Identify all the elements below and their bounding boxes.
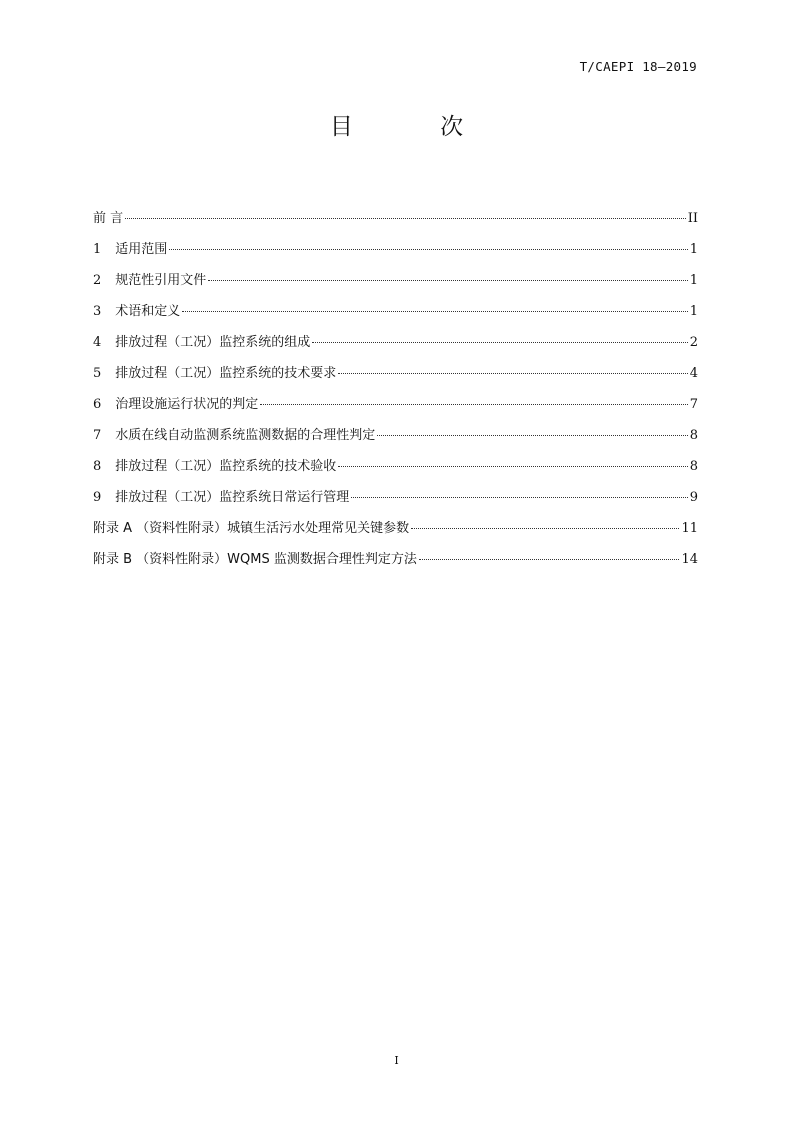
dot-leader <box>182 311 687 312</box>
toc-entry-number: 3 <box>93 304 102 319</box>
toc-entry-page: 1 <box>689 304 698 319</box>
dot-leader <box>419 559 680 560</box>
dot-leader <box>411 528 679 529</box>
toc-entry-label: 前 言 <box>93 211 124 226</box>
toc-entry-page: 8 <box>689 459 698 474</box>
toc-entry-page: 7 <box>689 397 698 412</box>
toc-entry-number: 4 <box>93 335 102 350</box>
dot-leader <box>208 280 687 281</box>
toc-entry-7[interactable] <box>93 424 698 455</box>
toc-entry-label: 规范性引用文件 <box>115 273 207 288</box>
toc-entry-2[interactable] <box>93 269 698 300</box>
toc-entry-label: 排放过程（工况）监控系统日常运行管理 <box>115 490 350 505</box>
toc-entry-number: 6 <box>93 397 102 412</box>
toc-entry-6[interactable] <box>93 393 698 424</box>
toc-entry-page: 14 <box>681 552 698 567</box>
dot-leader <box>312 342 687 343</box>
toc-entry-page: 2 <box>689 335 698 350</box>
toc-entry-page: 1 <box>689 242 698 257</box>
toc-entry-page: II <box>687 211 698 226</box>
toc-entry-9[interactable] <box>93 486 698 517</box>
toc-entry-number: 7 <box>93 428 102 443</box>
toc-entry-label: 水质在线自动监测系统监测数据的合理性判定 <box>115 428 376 443</box>
toc-entry-label: 排放过程（工况）监控系统的组成 <box>115 335 311 350</box>
toc-entry-page: 9 <box>689 490 698 505</box>
dot-leader <box>169 249 687 250</box>
toc-entry-label: 附录 A （资料性附录）城镇生活污水处理常见关键参数 <box>93 521 410 536</box>
toc-entry-number: 5 <box>93 366 102 381</box>
toc-entry-5[interactable] <box>93 362 698 393</box>
toc-entry-4[interactable] <box>93 331 698 362</box>
toc-entry-number: 9 <box>93 490 102 505</box>
dot-leader <box>351 497 687 498</box>
dot-leader <box>260 404 687 405</box>
toc-entry-3[interactable] <box>93 300 698 331</box>
dot-leader <box>125 218 686 219</box>
toc-entry-foreword[interactable] <box>93 207 698 238</box>
document-code: T/CAEPI 18—2019 <box>579 59 697 74</box>
toc-entry-label: 排放过程（工况）监控系统的技术验收 <box>115 459 337 474</box>
toc-entry-page: 8 <box>689 428 698 443</box>
dot-leader <box>338 373 687 374</box>
toc-entry-page: 11 <box>681 521 698 536</box>
toc-entry-number: 8 <box>93 459 102 474</box>
toc-entry-page: 1 <box>689 273 698 288</box>
dot-leader <box>377 435 687 436</box>
toc-entry-label: 治理设施运行状况的判定 <box>115 397 259 412</box>
toc-entry-number: 2 <box>93 273 102 288</box>
dot-leader <box>338 466 687 467</box>
toc-entry-label: 排放过程（工况）监控系统的技术要求 <box>115 366 337 381</box>
toc-entry-1[interactable] <box>93 238 698 269</box>
toc-entry-page: 4 <box>689 366 698 381</box>
toc-entry-appendix-b[interactable] <box>93 548 698 579</box>
toc-entry-label: 附录 B （资料性附录）WQMS 监测数据合理性判定方法 <box>93 552 417 567</box>
toc-entry-number: 1 <box>93 242 102 257</box>
toc-entry-label: 适用范围 <box>115 242 168 257</box>
toc-entry-label: 术语和定义 <box>115 304 181 319</box>
page-title: 目 次 <box>329 114 504 140</box>
table-of-contents <box>93 207 698 579</box>
page-number: I <box>394 1054 399 1067</box>
toc-entry-appendix-a[interactable] <box>93 517 698 548</box>
toc-entry-8[interactable] <box>93 455 698 486</box>
